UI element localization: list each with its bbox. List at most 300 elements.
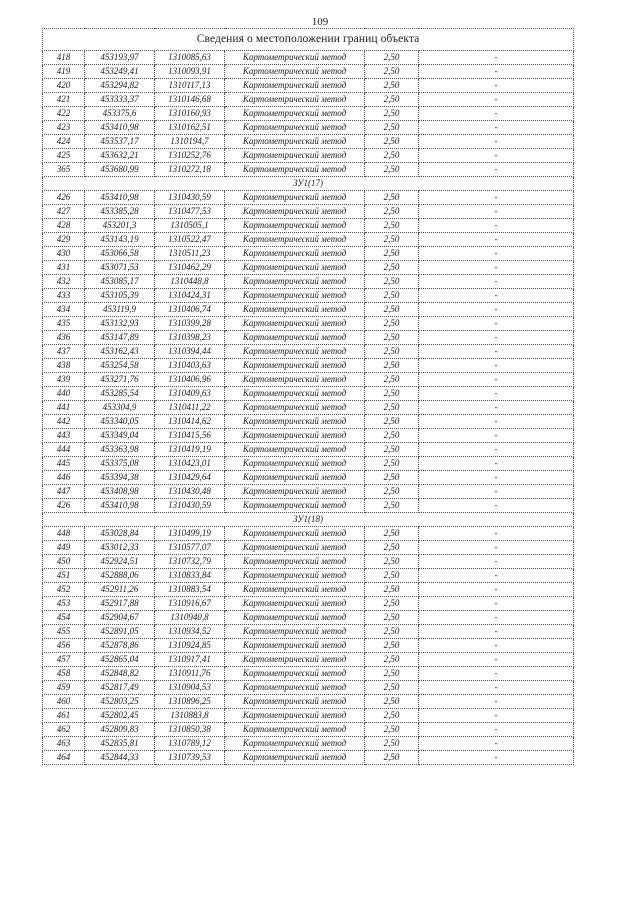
method-cell: Картометрический метод (225, 653, 365, 667)
description-cell: - (419, 737, 574, 751)
point-number-cell: 419 (43, 65, 85, 79)
y-coordinate-cell: 1310511,23 (155, 247, 225, 261)
point-number-cell: 365 (43, 163, 85, 177)
y-coordinate-cell: 1310917,41 (155, 653, 225, 667)
point-number-cell: 450 (43, 555, 85, 569)
point-number-cell: 426 (43, 499, 85, 513)
accuracy-cell: 2,50 (365, 107, 419, 121)
point-number-cell: 435 (43, 317, 85, 331)
table-row (43, 331, 574, 345)
table-row (43, 429, 574, 443)
point-number-cell: 455 (43, 625, 85, 639)
table-row (43, 149, 574, 163)
method-cell: Картометрический метод (225, 415, 365, 429)
point-number-cell: 429 (43, 233, 85, 247)
method-cell: Картометрический метод (225, 625, 365, 639)
description-cell: - (419, 401, 574, 415)
point-number-cell: 427 (43, 205, 85, 219)
description-cell: - (419, 359, 574, 373)
description-cell: - (419, 275, 574, 289)
x-coordinate-cell: 453105,39 (85, 289, 155, 303)
table-row (43, 611, 574, 625)
y-coordinate-cell: 1310924,85 (155, 639, 225, 653)
point-number-cell: 430 (43, 247, 85, 261)
table-row (43, 373, 574, 387)
method-cell: Картометрический метод (225, 135, 365, 149)
table-row (43, 471, 574, 485)
description-cell: - (419, 65, 574, 79)
accuracy-cell: 2,50 (365, 737, 419, 751)
description-cell: - (419, 653, 574, 667)
accuracy-cell: 2,50 (365, 499, 419, 513)
x-coordinate-cell: 453162,43 (85, 345, 155, 359)
x-coordinate-cell: 452848,82 (85, 667, 155, 681)
description-cell: - (419, 611, 574, 625)
point-number-cell: 464 (43, 751, 85, 765)
method-cell: Картометрический метод (225, 681, 365, 695)
table-row (43, 653, 574, 667)
point-number-cell: 459 (43, 681, 85, 695)
method-cell: Картометрический метод (225, 79, 365, 93)
table-row (43, 163, 574, 177)
y-coordinate-cell: 1310423,01 (155, 457, 225, 471)
table-row (43, 583, 574, 597)
y-coordinate-cell: 1310739,53 (155, 751, 225, 765)
point-number-cell: 431 (43, 261, 85, 275)
description-cell: - (419, 555, 574, 569)
point-number-cell: 456 (43, 639, 85, 653)
point-number-cell: 451 (43, 569, 85, 583)
point-number-cell: 438 (43, 359, 85, 373)
description-cell: - (419, 457, 574, 471)
method-cell: Картометрический метод (225, 345, 365, 359)
accuracy-cell: 2,50 (365, 709, 419, 723)
y-coordinate-cell: 1310940,8 (155, 611, 225, 625)
x-coordinate-cell: 453119,9 (85, 303, 155, 317)
method-cell: Картометрический метод (225, 471, 365, 485)
point-number-cell: 447 (43, 485, 85, 499)
description-cell: - (419, 205, 574, 219)
y-coordinate-cell: 1310833,84 (155, 569, 225, 583)
x-coordinate-cell: 452888,06 (85, 569, 155, 583)
point-number-cell: 426 (43, 191, 85, 205)
point-number-cell: 461 (43, 709, 85, 723)
description-cell: - (419, 429, 574, 443)
description-cell: - (419, 345, 574, 359)
table-row (43, 191, 574, 205)
y-coordinate-cell: 1310462,29 (155, 261, 225, 275)
y-coordinate-cell: 1310477,53 (155, 205, 225, 219)
accuracy-cell: 2,50 (365, 415, 419, 429)
accuracy-cell: 2,50 (365, 163, 419, 177)
description-cell: - (419, 485, 574, 499)
table-row (43, 723, 574, 737)
method-cell: Картометрический метод (225, 373, 365, 387)
table-row (43, 121, 574, 135)
description-cell: - (419, 163, 574, 177)
point-number-cell: 446 (43, 471, 85, 485)
method-cell: Картометрический метод (225, 303, 365, 317)
y-coordinate-cell: 1310424,31 (155, 289, 225, 303)
y-coordinate-cell: 1310411,22 (155, 401, 225, 415)
method-cell: Картометрический метод (225, 289, 365, 303)
table-row (43, 135, 574, 149)
accuracy-cell: 2,50 (365, 485, 419, 499)
accuracy-cell: 2,50 (365, 359, 419, 373)
description-cell: - (419, 387, 574, 401)
x-coordinate-cell: 453385,28 (85, 205, 155, 219)
accuracy-cell: 2,50 (365, 723, 419, 737)
description-cell: - (419, 499, 574, 513)
x-coordinate-cell: 452817,49 (85, 681, 155, 695)
point-number-cell: 454 (43, 611, 85, 625)
table-row (43, 79, 574, 93)
y-coordinate-cell: 1310194,7 (155, 135, 225, 149)
description-cell: - (419, 471, 574, 485)
method-cell: Картометрический метод (225, 219, 365, 233)
method-cell: Картометрический метод (225, 569, 365, 583)
point-number-cell: 448 (43, 527, 85, 541)
description-cell: - (419, 93, 574, 107)
table-row (43, 359, 574, 373)
method-cell: Картометрический метод (225, 611, 365, 625)
description-cell: - (419, 667, 574, 681)
y-coordinate-cell: 1310399,28 (155, 317, 225, 331)
table-row (43, 205, 574, 219)
x-coordinate-cell: 453410,98 (85, 191, 155, 205)
y-coordinate-cell: 1310406,96 (155, 373, 225, 387)
y-coordinate-cell: 1310430,59 (155, 191, 225, 205)
method-cell: Картометрический метод (225, 331, 365, 345)
description-cell: - (419, 527, 574, 541)
description-cell: - (419, 121, 574, 135)
x-coordinate-cell: 452891,05 (85, 625, 155, 639)
x-coordinate-cell: 453012,33 (85, 541, 155, 555)
table-row (43, 625, 574, 639)
y-coordinate-cell: 1310419,19 (155, 443, 225, 457)
accuracy-cell: 2,50 (365, 149, 419, 163)
point-number-cell: 463 (43, 737, 85, 751)
method-cell: Картометрический метод (225, 107, 365, 121)
method-cell: Картометрический метод (225, 737, 365, 751)
accuracy-cell: 2,50 (365, 597, 419, 611)
point-number-cell: 422 (43, 107, 85, 121)
method-cell: Картометрический метод (225, 149, 365, 163)
point-number-cell: 444 (43, 443, 85, 457)
x-coordinate-cell: 453410,98 (85, 121, 155, 135)
table-row (43, 247, 574, 261)
description-cell: - (419, 331, 574, 345)
x-coordinate-cell: 453408,98 (85, 485, 155, 499)
y-coordinate-cell: 1310252,76 (155, 149, 225, 163)
y-coordinate-cell: 1310394,44 (155, 345, 225, 359)
point-number-cell: 436 (43, 331, 85, 345)
y-coordinate-cell: 1310414,62 (155, 415, 225, 429)
method-cell: Картометрический метод (225, 51, 365, 65)
method-cell: Картометрический метод (225, 261, 365, 275)
point-number-cell: 434 (43, 303, 85, 317)
y-coordinate-cell: 1310499,19 (155, 527, 225, 541)
method-cell: Картометрический метод (225, 275, 365, 289)
method-cell: Картометрический метод (225, 583, 365, 597)
point-number-cell: 462 (43, 723, 85, 737)
table-row (43, 93, 574, 107)
accuracy-cell: 2,50 (365, 261, 419, 275)
x-coordinate-cell: 453632,21 (85, 149, 155, 163)
method-cell: Картометрический метод (225, 65, 365, 79)
description-cell: - (419, 723, 574, 737)
table-row (43, 569, 574, 583)
method-cell: Картометрический метод (225, 443, 365, 457)
description-cell: - (419, 289, 574, 303)
y-coordinate-cell: 1310117,13 (155, 79, 225, 93)
description-cell: - (419, 107, 574, 121)
boundary-table (42, 28, 574, 765)
table-row (43, 401, 574, 415)
accuracy-cell: 2,50 (365, 289, 419, 303)
point-number-cell: 440 (43, 387, 85, 401)
x-coordinate-cell: 453680,99 (85, 163, 155, 177)
description-cell: - (419, 751, 574, 765)
accuracy-cell: 2,50 (365, 569, 419, 583)
table-row (43, 737, 574, 751)
method-cell: Картометрический метод (225, 93, 365, 107)
table-row (43, 303, 574, 317)
description-cell: - (419, 191, 574, 205)
accuracy-cell: 2,50 (365, 471, 419, 485)
x-coordinate-cell: 453304,9 (85, 401, 155, 415)
point-number-cell: 439 (43, 373, 85, 387)
accuracy-cell: 2,50 (365, 681, 419, 695)
table-row (43, 443, 574, 457)
method-cell: Картометрический метод (225, 723, 365, 737)
method-cell: Картометрический метод (225, 527, 365, 541)
description-cell: - (419, 79, 574, 93)
accuracy-cell: 2,50 (365, 653, 419, 667)
y-coordinate-cell: 1310883,54 (155, 583, 225, 597)
y-coordinate-cell: 1310850,38 (155, 723, 225, 737)
table-row (43, 499, 574, 513)
y-coordinate-cell: 1310162,51 (155, 121, 225, 135)
y-coordinate-cell: 1310896,25 (155, 695, 225, 709)
point-number-cell: 437 (43, 345, 85, 359)
y-coordinate-cell: 1310911,76 (155, 667, 225, 681)
description-cell: - (419, 541, 574, 555)
accuracy-cell: 2,50 (365, 79, 419, 93)
accuracy-cell: 2,50 (365, 247, 419, 261)
x-coordinate-cell: 452844,33 (85, 751, 155, 765)
description-cell: - (419, 443, 574, 457)
point-number-cell: 423 (43, 121, 85, 135)
section-label: ЗУ1(18) (43, 513, 574, 527)
point-number-cell: 445 (43, 457, 85, 471)
accuracy-cell: 2,50 (365, 317, 419, 331)
accuracy-cell: 2,50 (365, 443, 419, 457)
page-number: 109 (311, 16, 329, 28)
section-row (43, 177, 574, 191)
accuracy-cell: 2,50 (365, 303, 419, 317)
point-number-cell: 433 (43, 289, 85, 303)
x-coordinate-cell: 453285,54 (85, 387, 155, 401)
x-coordinate-cell: 453147,89 (85, 331, 155, 345)
accuracy-cell: 2,50 (365, 205, 419, 219)
accuracy-cell: 2,50 (365, 541, 419, 555)
accuracy-cell: 2,50 (365, 583, 419, 597)
point-number-cell: 457 (43, 653, 85, 667)
table-row (43, 527, 574, 541)
y-coordinate-cell: 1310934,52 (155, 625, 225, 639)
accuracy-cell: 2,50 (365, 695, 419, 709)
y-coordinate-cell: 1310415,56 (155, 429, 225, 443)
x-coordinate-cell: 453028,84 (85, 527, 155, 541)
table-row (43, 597, 574, 611)
x-coordinate-cell: 453254,58 (85, 359, 155, 373)
method-cell: Картометрический метод (225, 233, 365, 247)
accuracy-cell: 2,50 (365, 401, 419, 415)
method-cell: Картометрический метод (225, 667, 365, 681)
y-coordinate-cell: 1310522,47 (155, 233, 225, 247)
x-coordinate-cell: 453132,93 (85, 317, 155, 331)
point-number-cell: 443 (43, 429, 85, 443)
x-coordinate-cell: 453294,82 (85, 79, 155, 93)
table-row (43, 485, 574, 499)
description-cell: - (419, 625, 574, 639)
table-row (43, 667, 574, 681)
y-coordinate-cell: 1310904,53 (155, 681, 225, 695)
accuracy-cell: 2,50 (365, 527, 419, 541)
section-label: ЗУ1(17) (43, 177, 574, 191)
method-cell: Картометрический метод (225, 639, 365, 653)
x-coordinate-cell: 452809,83 (85, 723, 155, 737)
table-row (43, 555, 574, 569)
point-number-cell: 425 (43, 149, 85, 163)
method-cell: Картометрический метод (225, 359, 365, 373)
method-cell: Картометрический метод (225, 555, 365, 569)
y-coordinate-cell: 1310403,63 (155, 359, 225, 373)
x-coordinate-cell: 452865,04 (85, 653, 155, 667)
method-cell: Картометрический метод (225, 163, 365, 177)
accuracy-cell: 2,50 (365, 121, 419, 135)
x-coordinate-cell: 453085,17 (85, 275, 155, 289)
accuracy-cell: 2,50 (365, 625, 419, 639)
accuracy-cell: 2,50 (365, 191, 419, 205)
y-coordinate-cell: 1310429,64 (155, 471, 225, 485)
method-cell: Картометрический метод (225, 205, 365, 219)
description-cell: - (419, 695, 574, 709)
accuracy-cell: 2,50 (365, 639, 419, 653)
accuracy-cell: 2,50 (365, 345, 419, 359)
y-coordinate-cell: 1310430,48 (155, 485, 225, 499)
accuracy-cell: 2,50 (365, 667, 419, 681)
y-coordinate-cell: 1310272,18 (155, 163, 225, 177)
method-cell: Картометрический метод (225, 247, 365, 261)
description-cell: - (419, 247, 574, 261)
description-cell: - (419, 597, 574, 611)
description-cell: - (419, 681, 574, 695)
method-cell: Картометрический метод (225, 121, 365, 135)
section-row (43, 513, 574, 527)
x-coordinate-cell: 452917,88 (85, 597, 155, 611)
method-cell: Картометрический метод (225, 709, 365, 723)
y-coordinate-cell: 1310093,91 (155, 65, 225, 79)
x-coordinate-cell: 453394,38 (85, 471, 155, 485)
point-number-cell: 441 (43, 401, 85, 415)
table-row (43, 457, 574, 471)
x-coordinate-cell: 453201,3 (85, 219, 155, 233)
method-cell: Картометрический метод (225, 751, 365, 765)
method-cell: Картометрический метод (225, 597, 365, 611)
description-cell: - (419, 51, 574, 65)
accuracy-cell: 2,50 (365, 51, 419, 65)
description-cell: - (419, 373, 574, 387)
description-cell: - (419, 219, 574, 233)
method-cell: Картометрический метод (225, 695, 365, 709)
y-coordinate-cell: 1310732,79 (155, 555, 225, 569)
accuracy-cell: 2,50 (365, 611, 419, 625)
method-cell: Картометрический метод (225, 191, 365, 205)
table-row (43, 51, 574, 65)
table-row (43, 275, 574, 289)
description-cell: - (419, 233, 574, 247)
description-cell: - (419, 135, 574, 149)
description-cell: - (419, 583, 574, 597)
description-cell: - (419, 639, 574, 653)
method-cell: Картометрический метод (225, 485, 365, 499)
table-row (43, 695, 574, 709)
description-cell: - (419, 317, 574, 331)
point-number-cell: 432 (43, 275, 85, 289)
table-row (43, 541, 574, 555)
method-cell: Картометрический метод (225, 541, 365, 555)
accuracy-cell: 2,50 (365, 135, 419, 149)
method-cell: Картометрический метод (225, 401, 365, 415)
point-number-cell: 452 (43, 583, 85, 597)
point-number-cell: 420 (43, 79, 85, 93)
y-coordinate-cell: 1310916,67 (155, 597, 225, 611)
table-row (43, 751, 574, 765)
table-row (43, 639, 574, 653)
method-cell: Картометрический метод (225, 457, 365, 471)
accuracy-cell: 2,50 (365, 219, 419, 233)
table-row (43, 219, 574, 233)
description-cell: - (419, 149, 574, 163)
description-cell: - (419, 261, 574, 275)
table-row (43, 289, 574, 303)
x-coordinate-cell: 453537,17 (85, 135, 155, 149)
accuracy-cell: 2,50 (365, 373, 419, 387)
accuracy-cell: 2,50 (365, 429, 419, 443)
x-coordinate-cell: 453193,97 (85, 51, 155, 65)
table-title: Сведения о местоположении границ объекта (43, 29, 574, 51)
table-row (43, 681, 574, 695)
accuracy-cell: 2,50 (365, 275, 419, 289)
table-row (43, 415, 574, 429)
y-coordinate-cell: 1310146,68 (155, 93, 225, 107)
point-number-cell: 442 (43, 415, 85, 429)
x-coordinate-cell: 453333,37 (85, 93, 155, 107)
x-coordinate-cell: 452878,86 (85, 639, 155, 653)
method-cell: Картометрический метод (225, 387, 365, 401)
y-coordinate-cell: 1310160,93 (155, 107, 225, 121)
x-coordinate-cell: 453271,76 (85, 373, 155, 387)
accuracy-cell: 2,50 (365, 65, 419, 79)
table-row (43, 317, 574, 331)
y-coordinate-cell: 1310505,1 (155, 219, 225, 233)
accuracy-cell: 2,50 (365, 751, 419, 765)
accuracy-cell: 2,50 (365, 93, 419, 107)
table-title-row (43, 29, 574, 51)
method-cell: Картометрический метод (225, 499, 365, 513)
